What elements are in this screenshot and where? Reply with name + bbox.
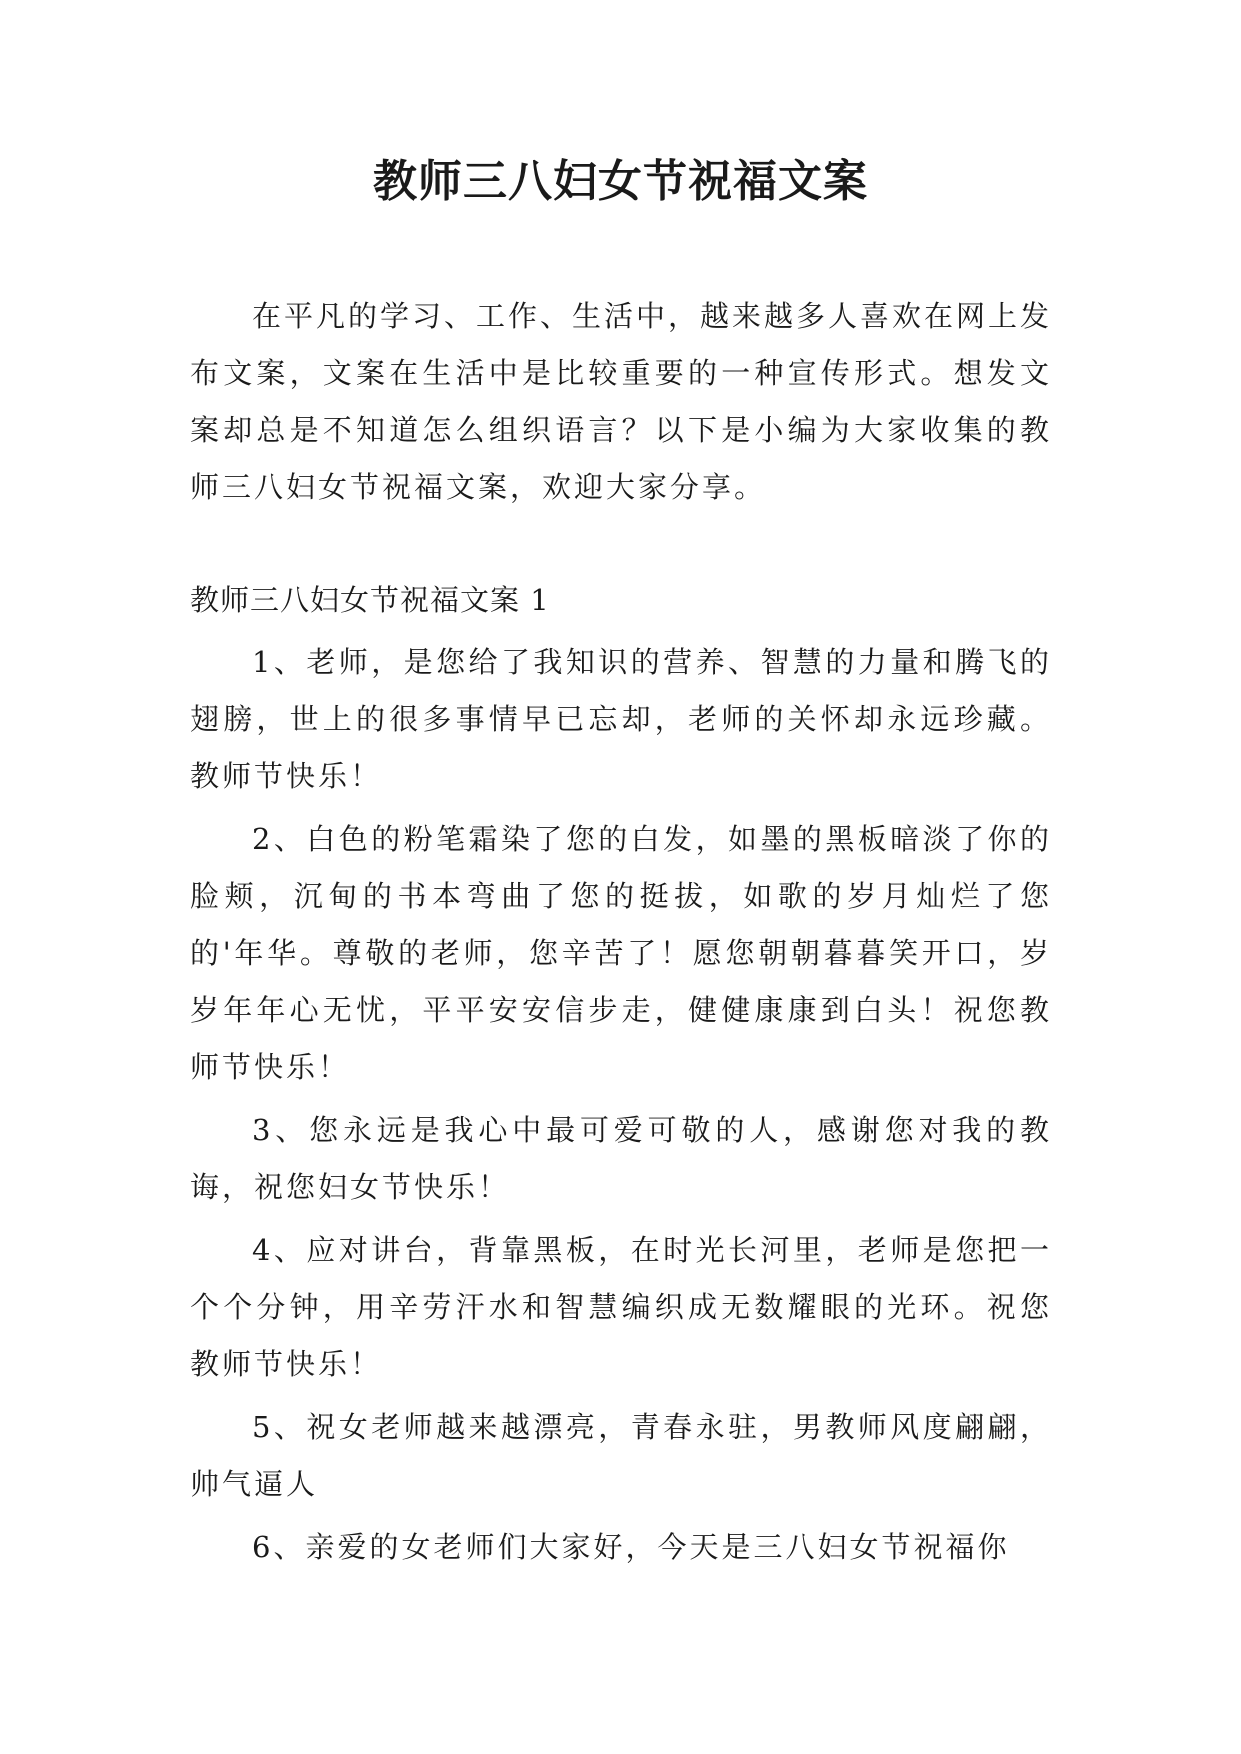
wish-item-4: 4、应对讲台，背靠黑板，在时光长河里，老师是您把一个个分钟，用辛劳汗水和智慧编织成无数耀眼的光环。祝您教师节快乐！ [190, 1233, 1052, 1381]
section-heading: 教师三八妇女节祝福文案 1 [190, 583, 550, 617]
wish-item-5: 5、祝女老师越来越漂亮，青春永驻，男教师风度翩翩，帅气逼人 [190, 1410, 1052, 1501]
wish-item-3: 3、您永远是我心中最可爱可敬的人，感谢您对我的教诲，祝您妇女节快乐！ [190, 1113, 1052, 1204]
wish-item-6: 6、亲爱的女老师们大家好，今天是三八妇女节祝福你 [252, 1530, 1010, 1564]
page-title: 教师三八妇女节祝福文案 [373, 156, 868, 207]
wish-item-1: 1、老师，是您给了我知识的营养、智慧的力量和腾飞的翅膀，世上的很多事情早已忘却，老师的关怀却永远珍藏。教师节快乐！ [190, 645, 1052, 793]
wish-list [190, 634, 1052, 1582]
intro-paragraph: 在平凡的学习、工作、生活中，越来越多人喜欢在网上发布文案，文案在生活中是比较重要的一种宣传形式。想发文案却总是不知道怎么组织语言？以下是小编为大家收集的教师三八妇女节祝福文案，欢迎大家分享。 [190, 299, 1053, 504]
wish-item-2: 2、白色的粉笔霜染了您的白发，如墨的黑板暗淡了你的脸颊，沉甸的书本弯曲了您的挺拔，如歌的岁月灿烂了您的'年华。尊敬的老师，您辛苦了！愿您朝朝暮暮笑开口，岁岁年年心无忧，平平安安信步走，健健康康到白头！祝您教师节快乐！ [190, 822, 1052, 1084]
